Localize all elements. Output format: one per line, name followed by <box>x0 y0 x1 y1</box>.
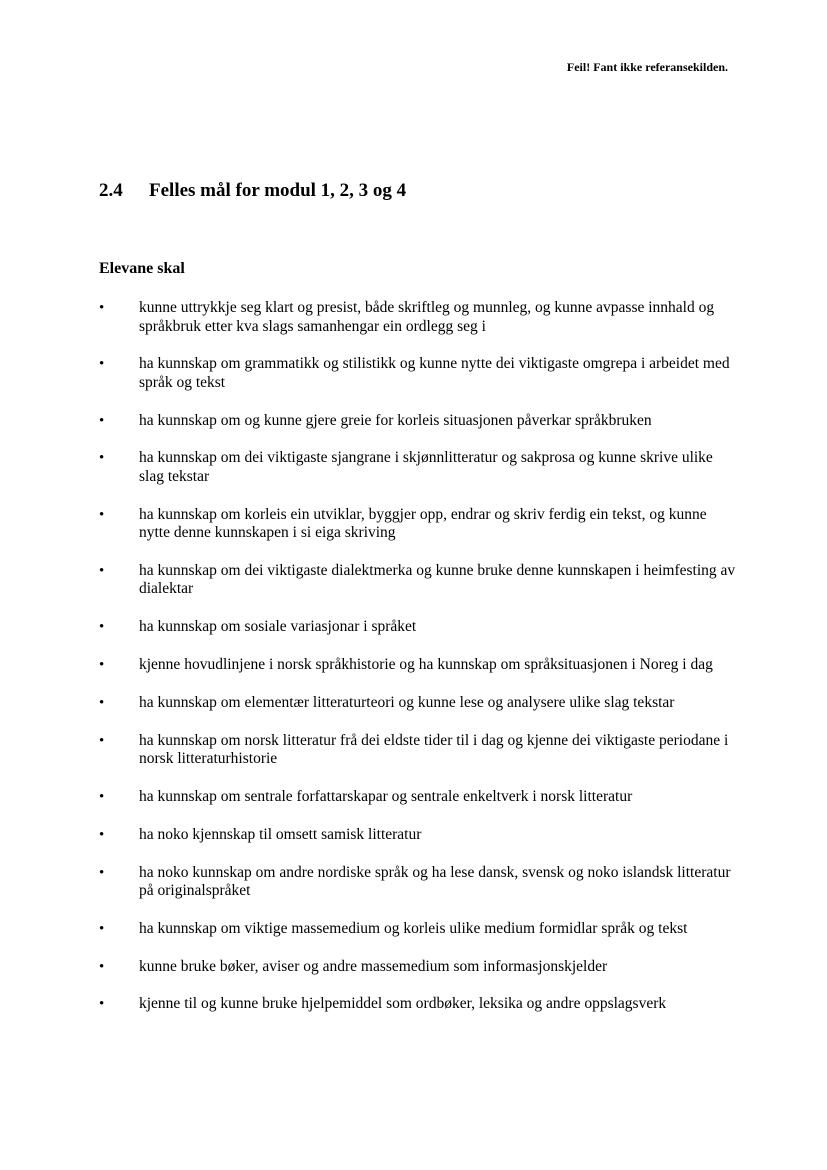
goal-item <box>99 656 739 675</box>
bullet-icon: • <box>99 864 105 881</box>
goal-text: ha kunnskap om dei viktigaste sjangrane i skjønnlitteratur og sakprosa og kunne skrive ulike slag tekstar <box>139 449 713 485</box>
goal-item <box>99 958 739 977</box>
bullet-icon: • <box>99 657 105 674</box>
bullet-icon: • <box>99 788 105 805</box>
goal-text: ha kunnskap om sosiale variasjonar i språket <box>139 618 417 636</box>
goal-item <box>99 412 739 431</box>
intro-heading: Elevane skal <box>99 260 185 277</box>
goal-item <box>99 788 739 807</box>
goal-text: ha kunnskap om og kunne gjere greie for korleis situasjonen påverkar språkbruken <box>139 411 652 429</box>
bullet-icon: • <box>99 732 105 749</box>
goal-text: ha kunnskap om grammatikk og stilistikk og kunne nytte dei viktigaste omgrepa i arbeidet med språk og tekst <box>139 355 730 391</box>
goal-item <box>99 826 739 845</box>
goal-item <box>99 618 739 637</box>
goal-text: ha noko kunnskap om andre nordiske språk og ha lese dansk, svensk og noko islandsk litteratur på originalspråket <box>139 863 731 900</box>
bullet-icon: • <box>99 996 105 1013</box>
goal-text: ha kunnskap om sentrale forfattarskapar og sentrale enkeltverk i norsk litteratur <box>139 787 633 805</box>
goal-item <box>99 449 739 486</box>
goal-item <box>99 995 739 1014</box>
bullet-icon: • <box>99 356 105 373</box>
bullet-icon: • <box>99 450 105 467</box>
bullet-icon: • <box>99 958 105 975</box>
goal-item <box>99 694 739 713</box>
bullet-icon: • <box>99 562 105 579</box>
goal-text: ha kunnskap om elementær litteraturteori og kunne lese og analysere ulike slag tekstar <box>139 693 675 711</box>
goal-text: kunne bruke bøker, aviser og andre massemedium som informasjonskjelder <box>139 957 608 975</box>
bullet-icon: • <box>99 619 105 636</box>
section-number: 2.4 <box>99 180 123 201</box>
goal-item <box>99 562 739 599</box>
goal-item <box>99 299 739 336</box>
goal-text: ha kunnskap om viktige massemedium og korleis ulike medium formidlar språk og tekst <box>139 919 688 937</box>
reference-error-header: Feil! Fant ikke referansekilden. <box>566 60 728 74</box>
goal-list <box>99 299 739 1033</box>
bullet-icon: • <box>99 920 105 937</box>
bullet-icon: • <box>99 300 105 316</box>
goal-item <box>99 732 739 769</box>
goal-item <box>99 920 739 939</box>
goal-item <box>99 506 739 543</box>
bullet-icon: • <box>99 826 105 843</box>
section-heading <box>99 180 406 202</box>
goal-text: ha kunnskap om norsk litteratur frå dei eldste tider til i dag og kjenne dei viktigaste periodane i norsk litteraturhistorie <box>139 731 729 768</box>
bullet-icon: • <box>99 412 105 429</box>
goal-text: ha noko kjennskap til omsett samisk litteratur <box>139 825 422 843</box>
goal-text: kjenne hovudlinjene i norsk språkhistorie og ha kunnskap om språksituasjonen i Noreg i dag <box>139 656 713 674</box>
goal-text: ha kunnskap om korleis ein utviklar, byggjer opp, endrar og skriv ferdig ein tekst, og kunne nytte denne kunnskapen i si eiga skriving <box>139 505 707 542</box>
goal-text: ha kunnskap om dei viktigaste dialektmerka og kunne bruke denne kunnskapen i heimfesting av dialektar <box>139 561 736 598</box>
goal-text: kunne uttrykkje seg klart og presist, både skriftleg og munnleg, og kunne avpasse innhald og språkbruk etter kva slags samanhengar ein ordlegg seg i <box>139 299 715 335</box>
goal-item <box>99 355 739 392</box>
bullet-icon: • <box>99 506 105 523</box>
goal-item <box>99 864 739 901</box>
section-title: Felles mål for modul 1, 2, 3 og 4 <box>149 180 407 201</box>
bullet-icon: • <box>99 694 105 711</box>
goal-text: kjenne til og kunne bruke hjelpemiddel som ordbøker, leksika og andre oppslagsverk <box>139 995 667 1013</box>
